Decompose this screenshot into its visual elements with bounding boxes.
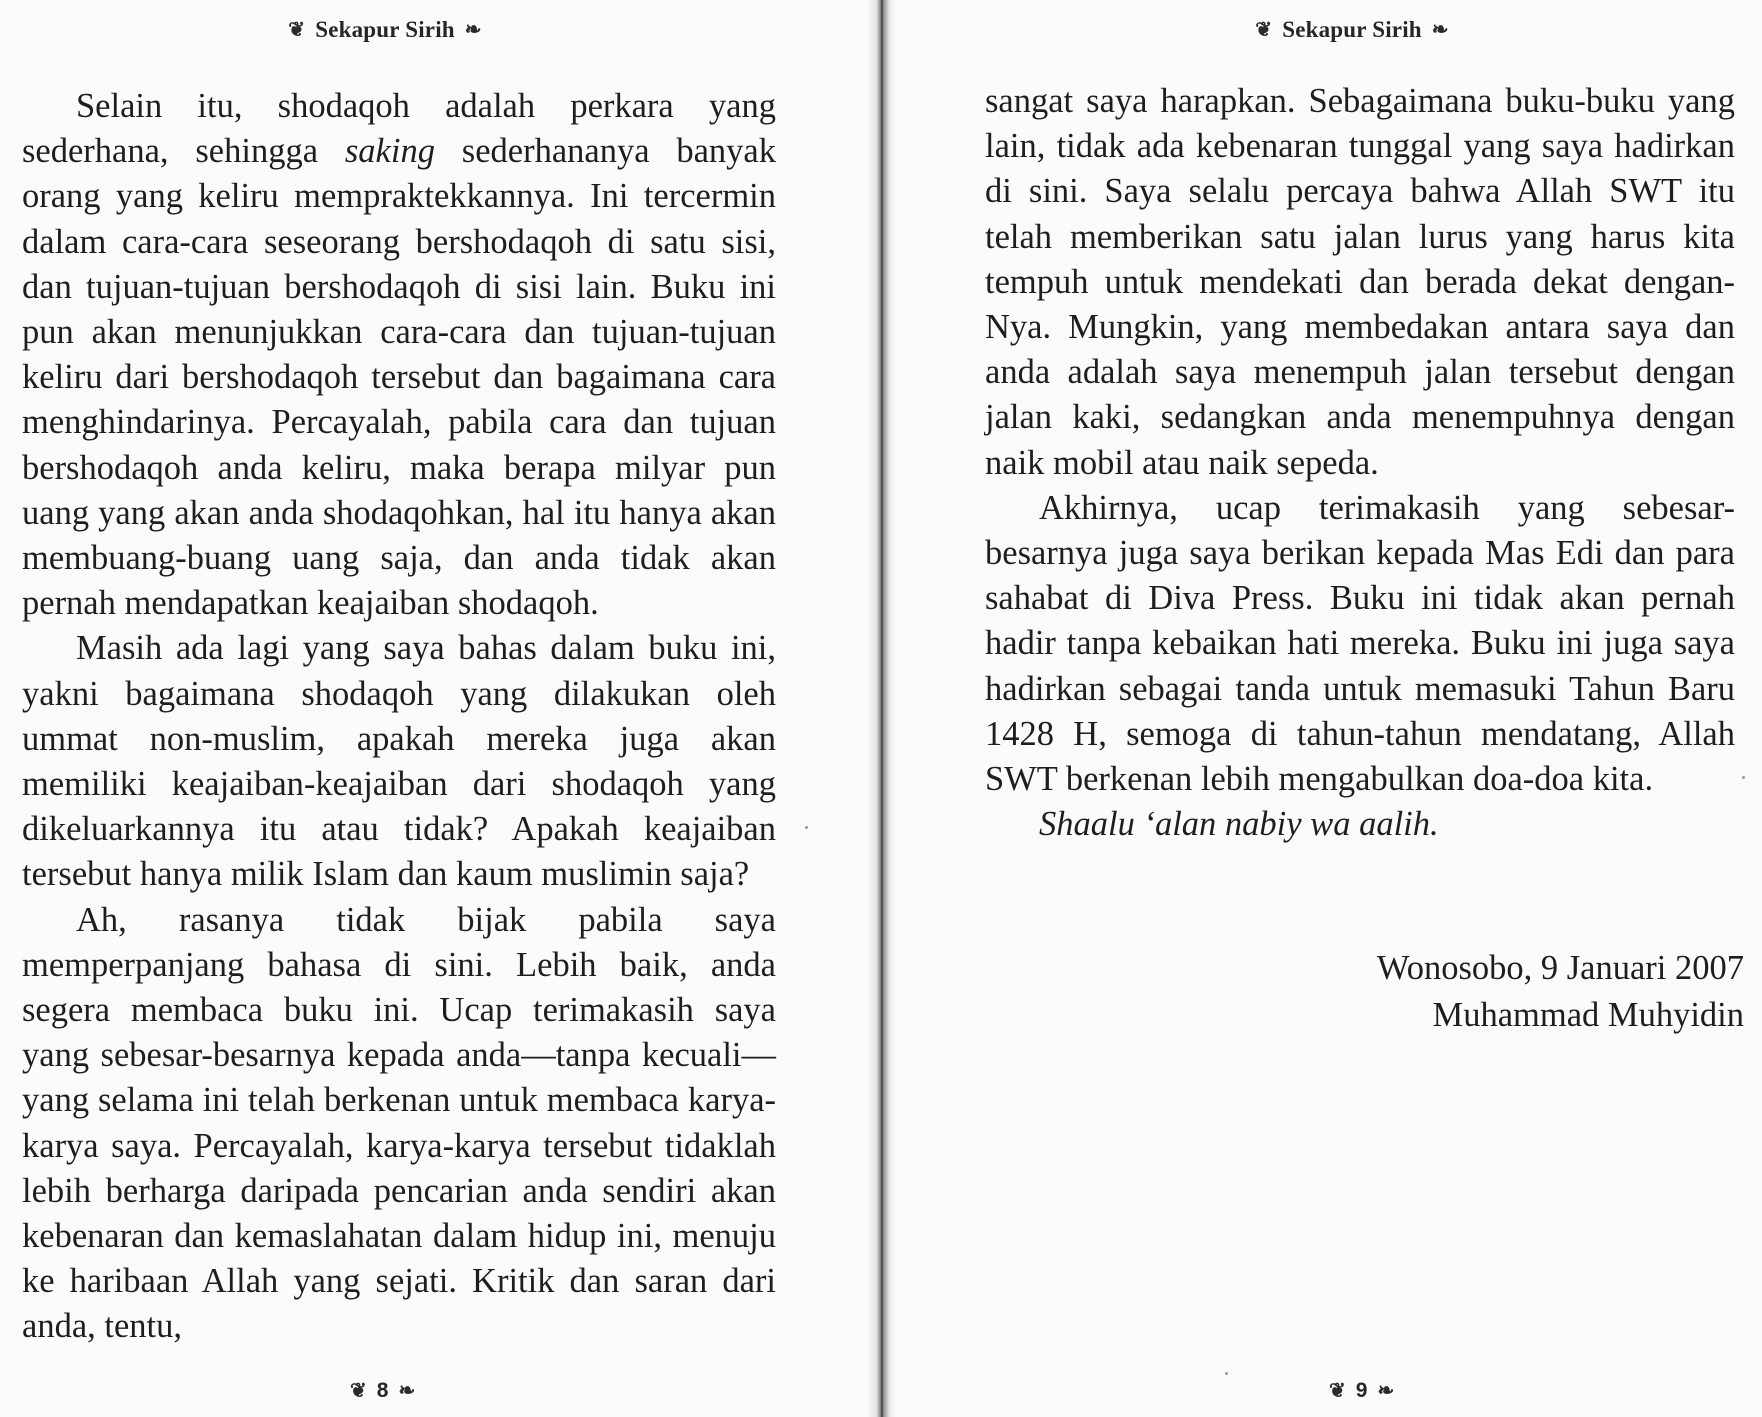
paragraph: Ah, rasanya tidak bijak pabila saya memperpanjang bahasa di sini. Lebih baik, anda segera membaca buku ini. Ucap terimakasih saya yang sebesar-besarnya kepada anda—tanpa kecuali—yang selama ini telah berkenan untuk membaca karya-karya saya. Percayalah, karya-karya tersebut tidaklah lebih berharga daripada pencarian anda sendiri akan kebenaran dan kemaslahatan dalam hidup ini, menuju ke haribaan Allah yang sejati. Kritik dan saran dari anda, tentu, bbox=[22, 900, 776, 1346]
place-date: Wonosobo, 9 Januari 2007 bbox=[1376, 949, 1744, 987]
page-number: 9 bbox=[1355, 1379, 1368, 1402]
paragraph: Masih ada lagi yang saya bahas dalam buku ini, yakni bagaimana shodaqoh yang dilakukan oleh ummat non-muslim, apakah mereka juga akan memiliki keajaiban-keajaiban dari shodaqoh yang dikeluarkannya itu atau tidak? Apakah keajaiban tersebut hanya milik Islam dan kaum muslimin saja? bbox=[22, 629, 776, 894]
ornament-left-icon: ❦ bbox=[1255, 19, 1273, 41]
left-page-body bbox=[22, 84, 776, 1350]
book-gutter bbox=[866, 0, 896, 1417]
author-name: Muhammad Muhyidin bbox=[1432, 996, 1744, 1034]
paragraph: Akhirnya, ucap terimakasih yang sebesar-besarnya juga saya berikan kepada Mas Edi dan para sahabat di Diva Press. Buku ini tidak akan pernah hadir tanpa kebaikan hati mereka. Buku ini juga saya hadirkan sebagai tanda untuk memasuki Tahun Baru 1428 H, semoga di tahun-tahun mendatang, Allah SWT berkenan lebih mengabulkan doa-doa kita. bbox=[985, 488, 1735, 799]
paper-speck bbox=[805, 826, 808, 829]
ornament-right-icon: ❧ bbox=[1431, 19, 1449, 41]
running-head-title: Sekapur Sirih bbox=[1282, 17, 1422, 42]
ornament-right-icon: ❧ bbox=[398, 1380, 416, 1402]
italic-term: saking bbox=[344, 132, 435, 171]
paragraph: Selain itu, shodaqoh adalah perkara yang sederhana, sehingga saking sederhananya banyak orang yang keliru mempraktekkannya. Ini tercermin dalam cara-cara seseorang bershodaqoh di satu sisi, dan tujuan-tujuan bershodaqoh di sisi lain. Buku ini pun akan menunjukkan cara-cara dan tujuan-tujuan keliru dari bershodaqoh tersebut dan bagaimana cara menghindarinya. Percayalah, pabila cara dan tujuan bershodaqoh anda keliru, maka berapa milyar pun uang yang akan anda shodaqohkan, hal itu hanya akan membuang-buang uang saja, dan anda tidak akan pernah mendapatkan keajaiban shodaqoh. bbox=[22, 87, 776, 623]
paper-speck bbox=[1742, 776, 1745, 779]
ornament-right-icon: ❧ bbox=[464, 19, 482, 41]
page-number-right bbox=[1329, 1376, 1394, 1406]
right-page bbox=[892, 0, 1762, 1417]
page-number: 8 bbox=[376, 1379, 389, 1402]
ornament-left-icon: ❦ bbox=[1329, 1380, 1346, 1402]
paper-speck bbox=[1225, 1372, 1228, 1375]
running-head-left bbox=[270, 13, 500, 47]
closing-salawat: Shaalu ‘alan nabiy wa aalih. bbox=[1039, 805, 1439, 844]
running-head-right bbox=[1237, 13, 1467, 47]
signature-block bbox=[1377, 945, 1744, 1039]
paragraph: sangat saya harapkan. Sebagaimana buku-buku yang lain, tidak ada kebenaran tunggal yang saya hadirkan di sini. Saya selalu percaya bahwa Allah SWT itu telah memberikan satu jalan lurus yang harus kita tempuh untuk mendekati dan berada dekat dengan-Nya. Mungkin, yang membedakan antara saya dan anda adalah saya menempuh jalan tersebut dengan jalan kaki, sedangkan anda menempuhnya dengan naik mobil atau naik sepeda. bbox=[985, 82, 1735, 482]
running-head-title: Sekapur Sirih bbox=[315, 17, 455, 42]
ornament-left-icon: ❦ bbox=[350, 1380, 367, 1402]
right-page-body bbox=[985, 79, 1735, 847]
ornament-left-icon: ❦ bbox=[288, 19, 306, 41]
ornament-right-icon: ❧ bbox=[1377, 1380, 1395, 1402]
page-number-left bbox=[350, 1376, 415, 1406]
